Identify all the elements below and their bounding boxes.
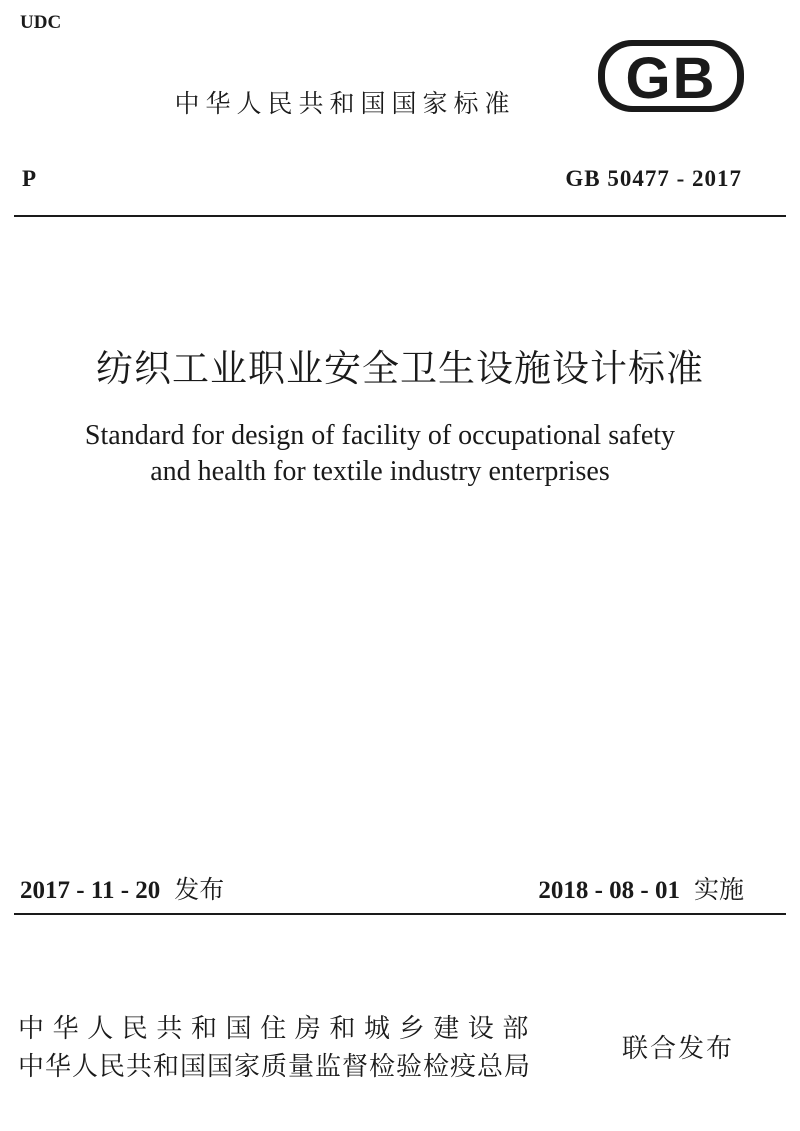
title-english — [0, 418, 760, 490]
footer-divider — [14, 913, 786, 915]
title-english-line-2: and health for textile industry enterprises — [150, 456, 610, 487]
issuer-aqsiq: 中华人民共和国国家质量监督检验检疫总局 — [18, 1052, 532, 1082]
title-english-line-1: Standard for design of facility of occupational safety — [84, 420, 676, 451]
category-code: P — [22, 166, 37, 191]
implementation-date-block — [538, 870, 744, 906]
implementation-date: 2018 - 08 - 01 — [538, 877, 680, 904]
issuer-ministry-housing: 中华人民共和国住房和城乡建设部 — [18, 1014, 538, 1044]
title-chinese: 纺织工业职业安全卫生设施设计标准 — [96, 347, 704, 390]
header-divider — [14, 215, 786, 217]
gb-logo — [596, 38, 746, 114]
standard-number: GB 50477 - 2017 — [565, 166, 742, 191]
udc-label: UDC — [20, 12, 62, 33]
issue-date: 2017 - 11 - 20 — [20, 877, 161, 904]
issue-label: 发布 — [174, 875, 225, 904]
gb-logo-text: GB — [625, 46, 717, 111]
implementation-label: 实施 — [693, 875, 744, 904]
joint-issue-label: 联合发布 — [622, 1034, 735, 1064]
issue-date-block — [20, 870, 224, 906]
standard-type-heading: 中华人民共和国国家标准 — [174, 89, 516, 118]
